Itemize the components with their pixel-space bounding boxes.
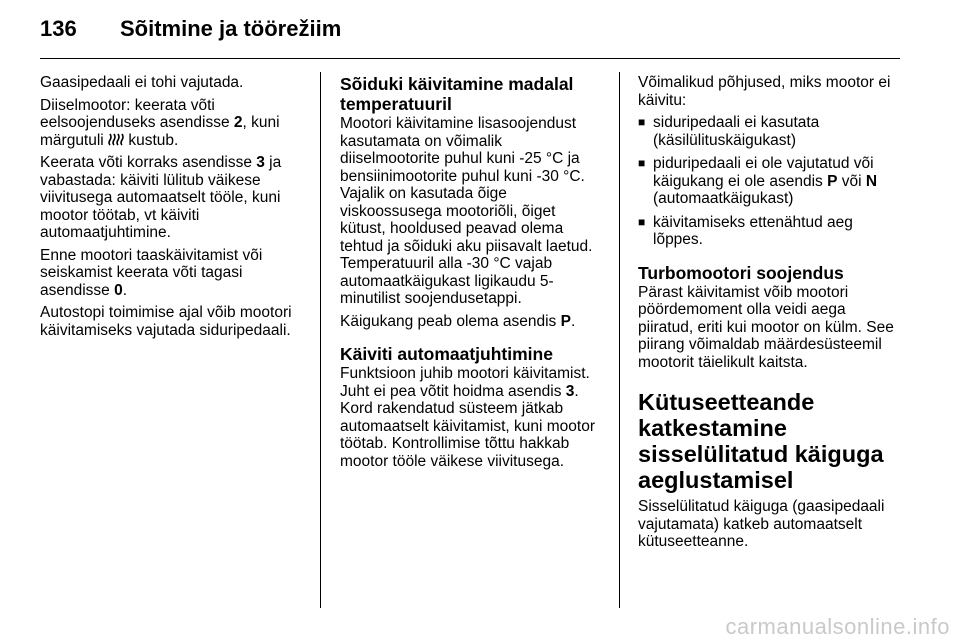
page-number: 136 [40,16,77,41]
paragraph: Keerata võti korraks asendisse 3 ja vabastada: käiviti lülitub väikese viivitusega automaatselt tööle, kuni mootor töötab, vt käiviti automaatjuhtimine. [40,154,282,241]
paragraph: Võimalikud põhjused, miks mootor ei käivitu: [638,74,891,109]
paragraph: Käigukang peab olema asendis P. [340,312,576,330]
bullet-square-icon: ■ [638,214,646,229]
paragraph: Sisselülitatud käiguga (gaasipedaali vajutamata) katkeb automaatselt kütuseetteanne. [638,498,885,550]
header-rule [40,58,900,59]
column-3 [638,74,903,556]
section-heading: Käiviti automaatjuhtimine [340,344,553,364]
column-2 [340,74,605,475]
paragraph: Gaasipedaali ei tohi vajutada. [40,74,244,91]
section-heading: Sõiduki käivitamine madalal temperatuuril [340,74,574,114]
section-heading: Turbomootori soojendus [638,262,844,283]
paragraph: Diiselmootor: keerata võti eelsoojenduseks asendisse 2, kuni märgutuli kustub. [40,96,280,149]
chapter-heading: Kütuseetteande katkestamine sisselülitatud käiguga aeglustamisel [638,389,884,493]
watermark: carmanualsonline.info [725,614,950,639]
paragraph: Autostopi toimimise ajal võib mootori käivitamiseks vajutada siduripedaali. [40,304,292,339]
bullet-list [638,114,903,249]
column-1 [40,74,305,344]
bullet-square-icon: ■ [638,115,646,129]
page-header [40,16,341,50]
glow-plug-icon [108,132,124,149]
column-divider-2 [619,72,620,608]
list-item: ■ siduripedaali ei kasutata (käsilülituskäigukast) [638,114,820,149]
list-item: ■ piduripedaali ei ole vajutatud või käigukang ei ole asendis P või N (automaatkäigukast) [638,155,878,207]
paragraph: Pärast käivitamist võib mootori pöördemoment olla veidi aega piiratud, eriti kui mootor on külm. See piirang võimaldab määrdesüsteemil mootorit täielikult kaitsta. [638,283,894,371]
chapter-title: Sõitmine ja töörežiim [120,16,342,41]
paragraph: Enne mootori taaskäivitamist või seiskamist keerata võti tagasi asendisse 0. [40,246,263,299]
bullet-square-icon: ■ [638,156,646,170]
paragraph: Funktsioon juhib mootori käivitamist. Juht ei pea võtit hoidma asendis 3. Kord rakendatud süsteem jätkab automaatselt käivitamist, kuni mootor töötab. Kontrollimise tõttu hakkab mootor tööle väikese viivitusega. [340,365,595,470]
column-divider-1 [320,72,321,608]
paragraph: Mootori käivitamine lisasoojendust kasutamata on võimalik diiselmootorite puhul kuni -25 °C ja bensiinimootorite puhul kuni -30 °C. Vajalik on kasutada õige viskoossusega mootoriõli, õiget kütust, hooldused peavad olema tehtud ja sõiduki aku piisavalt laetud. Temperatuuril alla -30 °C vajab automaatkäigukast ligikaudu 5-minutilist soojendusetappi. [340,115,593,307]
list-item: ■ käivitamiseks ettenähtud aeg lõppes. [638,213,853,248]
